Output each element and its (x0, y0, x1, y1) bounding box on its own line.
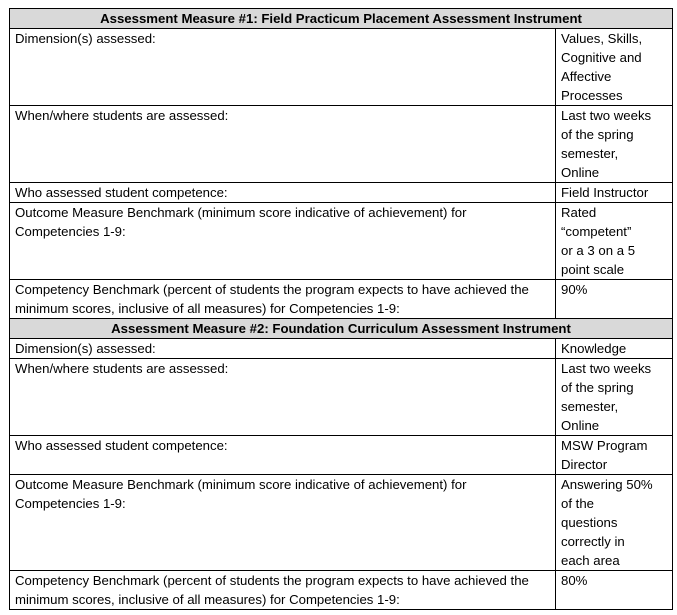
section-title: Assessment Measure #2: Foundation Curriculum Assessment Instrument (10, 319, 673, 339)
assessment-table (9, 8, 673, 610)
row-label: Outcome Measure Benchmark (minimum score indicative of achievement) for Competencies 1-9: (10, 475, 556, 571)
row-value: 80% (556, 571, 673, 610)
row-label: Competency Benchmark (percent of students the program expects to have achieved the minimum scores, inclusive of all measures) for Competencies 1-9: (10, 571, 556, 610)
row-value: Last two weeks of the spring semester, Online (556, 359, 673, 436)
row-label: Outcome Measure Benchmark (minimum score indicative of achievement) for Competencies 1-9: (10, 203, 556, 280)
table-row (10, 436, 673, 475)
row-value: Values, Skills, Cognitive and Affective Processes (556, 29, 673, 106)
table-row (10, 106, 673, 183)
table-row (10, 475, 673, 571)
table-row (10, 339, 673, 359)
row-label: Dimension(s) assessed: (10, 29, 556, 106)
row-label: Who assessed student competence: (10, 183, 556, 203)
row-value: Knowledge (556, 339, 673, 359)
row-value: 90% (556, 280, 673, 319)
row-value: Answering 50% of the questions correctly in each area (556, 475, 673, 571)
table-row (10, 183, 673, 203)
row-value: Last two weeks of the spring semester, Online (556, 106, 673, 183)
row-value: Field Instructor (556, 183, 673, 203)
row-value: MSW Program Director (556, 436, 673, 475)
row-value: Rated “competent” or a 3 on a 5 point scale (556, 203, 673, 280)
row-label: Competency Benchmark (percent of students the program expects to have achieved the minimum scores, inclusive of all measures) for Competencies 1-9: (10, 280, 556, 319)
table-row (10, 280, 673, 319)
row-label: Dimension(s) assessed: (10, 339, 556, 359)
row-label: Who assessed student competence: (10, 436, 556, 475)
table-row (10, 359, 673, 436)
section-title: Assessment Measure #1: Field Practicum Placement Assessment Instrument (10, 9, 673, 29)
table-row (10, 571, 673, 610)
table-row (10, 29, 673, 106)
table-row (10, 203, 673, 280)
section-header (10, 319, 673, 339)
section-header (10, 9, 673, 29)
row-label: When/where students are assessed: (10, 359, 556, 436)
row-label: When/where students are assessed: (10, 106, 556, 183)
